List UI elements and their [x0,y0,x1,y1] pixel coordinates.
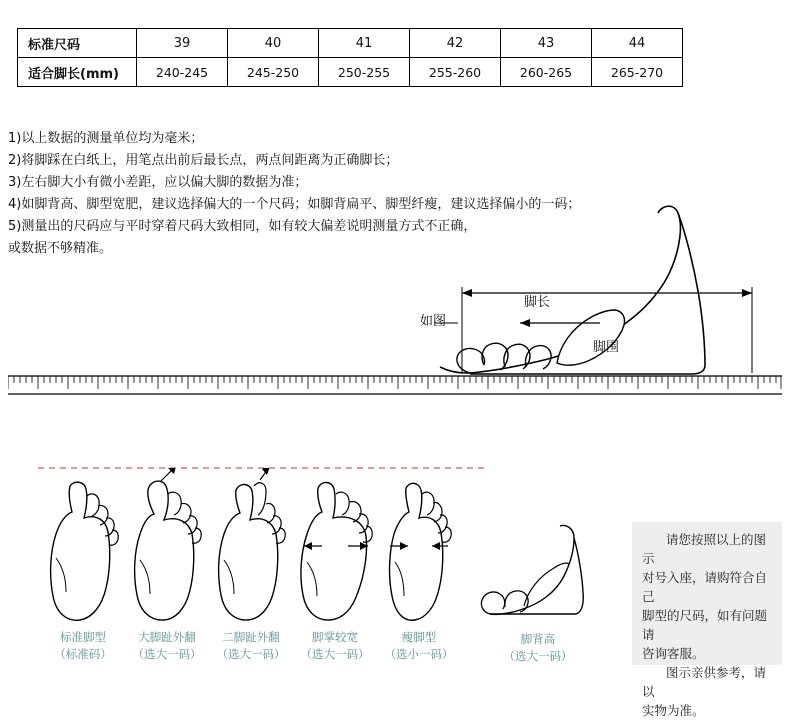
foot-type-narrow [376,468,462,662]
diagram-label-ruyi: 如图 [420,314,447,329]
foot-type-advice: （标准码） [54,647,112,661]
standard-foot-icon [40,468,126,628]
foot-type-name: 大脚趾外翻 [138,630,196,644]
foot-type-advice: （选大一码） [300,647,370,661]
table-row [18,29,683,58]
table-cell-footlength: 260-265 [501,58,592,87]
foot-type-name: 标准脚型 [60,630,106,644]
high-instep-foot-icon [478,520,598,630]
note-box-line: 实物为准。 [642,703,705,718]
diagram-label-foot-length: 脚长 [524,295,551,310]
table-cell-size: 41 [319,29,410,58]
table-cell-footlength: 265-270 [592,58,683,87]
foot-type-second-toe [208,468,294,662]
foot-type-advice: （选大一码） [132,647,202,661]
foot-type-bunion [124,468,210,662]
foot-type-high-instep [478,520,598,664]
foot-type-wide [292,468,378,662]
ruler-graphic [8,375,782,395]
diagram-label-foot-girth: 脚围 [593,340,620,355]
note-line: 或数据不够精准。 [8,241,113,256]
table-row-header-footlength: 适合脚长(mm) [18,58,137,87]
ruler-svg [8,375,782,395]
note-box-line: 脚型的尺码，如有问题请 [642,608,768,642]
second-toe-foot-icon [208,468,294,628]
table-cell-size: 39 [137,29,228,58]
foot-type-advice: （选大一码） [216,647,286,661]
narrow-foot-icon [376,468,462,628]
table-cell-size: 43 [501,29,592,58]
bunion-foot-icon [124,468,210,628]
foot-type-name: 瘦脚型 [401,630,437,644]
table-cell-footlength: 255-260 [410,58,501,87]
foot-side-illustration [400,195,790,395]
size-chart-table [17,28,683,87]
foot-type-advice: （选大一码） [503,649,573,663]
table-row-header-size: 标准尺码 [18,29,137,58]
table-cell-footlength: 245-250 [228,58,319,87]
table-row [18,58,683,87]
foot-measurement-diagram [400,195,790,395]
foot-type-standard [40,468,126,662]
table-cell-footlength: 250-255 [319,58,410,87]
note-line: 5)测量出的尺码应与平时穿着尺码大致相同，如有较大偏差说明测量方式不正确， [8,219,477,234]
note-line: 1)以上数据的测量单位均为毫米； [8,131,204,146]
note-box-line: 请您按照以上的图示 [642,532,767,566]
note-line: 3)左右脚大小有微小差距，应以偏大脚的数据为准； [8,175,308,190]
table-cell-size: 42 [410,29,501,58]
note-box-line: 对号入座，请购符合自己 [642,570,768,604]
note-line: 2)将脚踩在白纸上，用笔点出前后最长点，两点间距离为正确脚长； [8,153,399,168]
foot-type-name: 脚背高 [520,632,556,646]
foot-type-name: 二脚趾外翻 [222,630,280,644]
note-box-line: 图示亲供参考，请以 [642,665,767,699]
table-cell-size: 44 [592,29,683,58]
foot-type-advice: （选小一码） [384,647,454,661]
note-box-line: 咨询客服。 [642,646,705,661]
table-cell-size: 40 [228,29,319,58]
wide-foot-icon [292,468,378,628]
note-line: 4)如脚背高、脚型宽肥，建议选择偏大的一个尺码；如脚背扁平、脚型纤瘦，建议选择偏小的一码； [8,197,581,212]
table-cell-footlength: 240-245 [137,58,228,87]
customer-service-note [632,522,782,718]
foot-type-name: 脚掌较宽 [312,630,358,644]
